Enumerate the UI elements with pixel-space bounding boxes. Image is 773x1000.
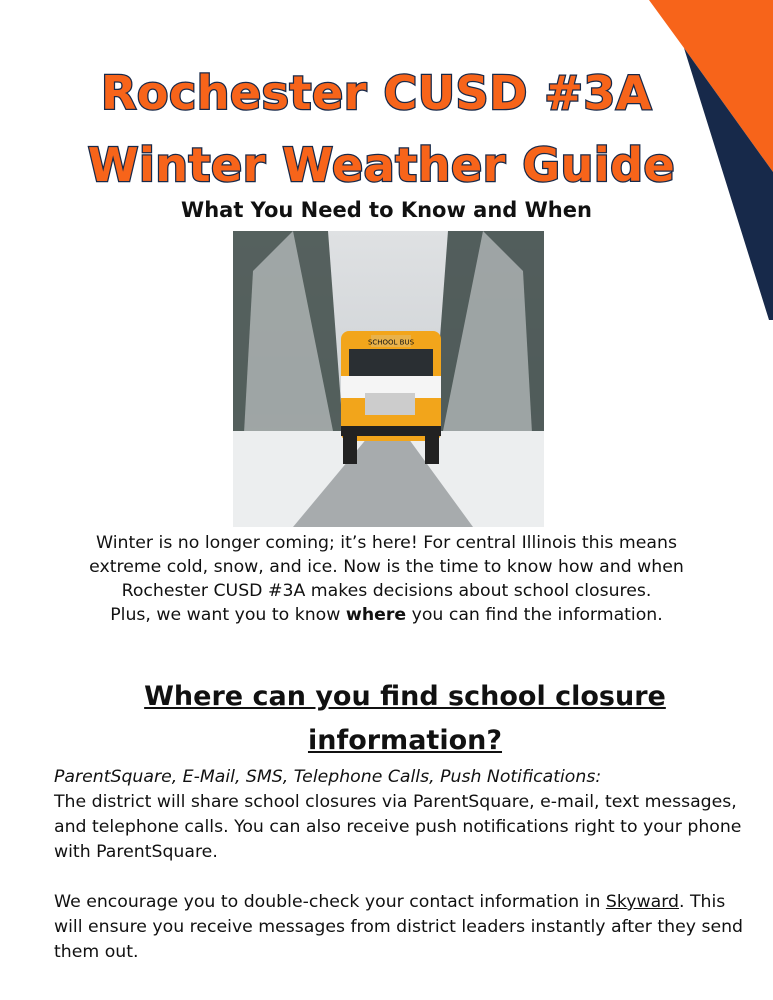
para2-text: . This will ensure you receive messages from district leaders instantly after they send them out. [54,892,744,962]
intro-line: Rochester CUSD #3A makes decisions about school closures. [121,581,652,601]
intro-line [40,603,733,627]
intro-line: Winter is no longer coming; it’s here! For central Illinois this means [96,533,677,553]
intro-paragraph [40,531,733,627]
skyward-link[interactable]: Skyward [605,892,679,912]
title-line-2: Winter Weather Guide [87,138,676,192]
section-heading: Where can you find school closure information? [144,681,666,756]
subtitle: What You Need to Know and When [181,198,592,222]
bus-sign: SCHOOL BUS [367,338,415,347]
channels-label: ParentSquare, E-Mail, SMS, Telephone Calls, Push Notifications: [54,767,602,787]
intro-line: extreme cold, snow, and ice. Now is the time to know how and when [89,557,684,577]
intro-text: Plus, we want you to know [110,605,346,625]
intro-text: you can find the information. [406,605,663,625]
section-body [54,765,744,965]
intro-bold: where [345,605,407,625]
paragraph-2 [54,890,744,965]
paragraph-1: The district will share school closures via ParentSquare, e-mail, text messages, and telephone calls. You can also receive push notifications right to your phone with ParentSquare. [54,792,742,862]
para2-text: We encourage you to double-check your contact information in [54,892,606,912]
school-bus-photo [233,231,544,527]
title-line-1: Rochester CUSD #3A [100,66,653,120]
